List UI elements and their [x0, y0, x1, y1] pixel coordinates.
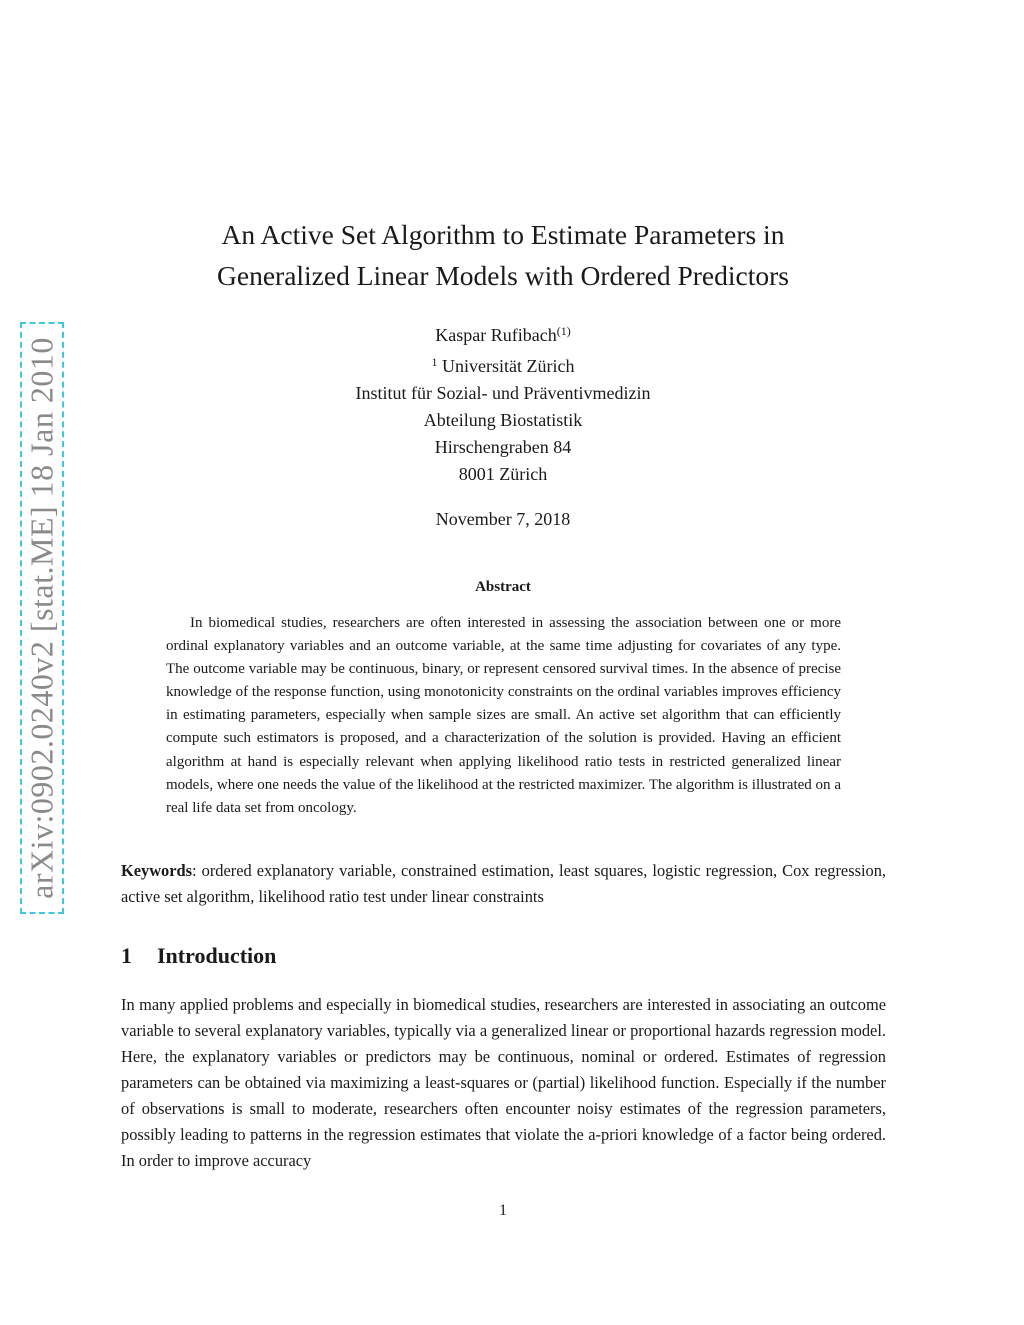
street-address: Hirschengraben 84 [434, 437, 572, 457]
abstract-heading: Abstract [475, 579, 531, 595]
section-title: Introduction [157, 943, 277, 968]
introduction-text: In many applied problems and especially in biomedical studies, researchers are interested in associating an outcome variable to several explanatory variables, typically via a generalized linear or proportional hazards regression model. Here, the explanatory variables or predictors may be continuous, nominal or ordered. Estimates of regression parameters can be obtained via maximizing a least-squares or (partial) likelihood function. Especially if the number of observations is small to moderate, researchers often encounter noisy estimates of the regression parameters, possibly leading to patterns in the regression estimates that violate the a-priori knowledge of a factor being ordered. In order to improve accuracy [121, 995, 886, 1170]
keywords-label: Keywords [121, 861, 193, 880]
abstract-text: In biomedical studies, researchers are often interested in assessing the association between one or more ordinal explanatory variables and an outcome variable, at the same time adjusting for covariates of any type. The outcome variable may be continuous, binary, or represent censored survival times. In the absence of precise knowledge of the response function, using monotonicity constraints on the ordinal variables improves efficiency in estimating parameters, especially when sample sizes are small. An active set algorithm that can efficiently compute such estimators is proposed, and a characterization of the solution is provided. Having an efficient algorithm at hand is especially relevant when applying likelihood ratio tests in restricted generalized linear models, where one needs the value of the likelihood at the restricted maximizer. The algorithm is illustrated on a real life data set from oncology. [166, 615, 841, 816]
keywords-paragraph [121, 858, 886, 910]
affiliation-line [0, 349, 1006, 380]
affiliation: Universität Zürich [442, 356, 575, 376]
affiliation-marker: 1 [431, 355, 438, 369]
paper-title [0, 214, 1006, 296]
section-number: 1 [121, 943, 132, 968]
title-line-1: An Active Set Algorithm to Estimate Parameters in [221, 219, 785, 250]
author-block [0, 318, 1006, 488]
institute: Institut für Sozial- und Präventivmedizin [355, 383, 651, 403]
author-name: Kaspar Rufibach [435, 325, 557, 345]
arxiv-identifier: arXiv:0902.0240v2 [stat.ME] 18 Jan 2010 [23, 337, 60, 899]
author-marker: (1) [556, 324, 571, 338]
department: Abteilung Biostatistik [423, 410, 583, 430]
author-name-line [0, 318, 1006, 349]
section-heading [121, 943, 276, 969]
keywords-text: : ordered explanatory variable, constrained estimation, least squares, logistic regression, Cox regression, active set algorithm, likelihood ratio test under linear constraints [121, 861, 886, 906]
paper-date: November 7, 2018 [435, 509, 571, 529]
title-line-2: Generalized Linear Models with Ordered Predictors [217, 260, 789, 291]
city: 8001 Zürich [458, 464, 548, 484]
page-number: 1 [499, 1202, 507, 1219]
